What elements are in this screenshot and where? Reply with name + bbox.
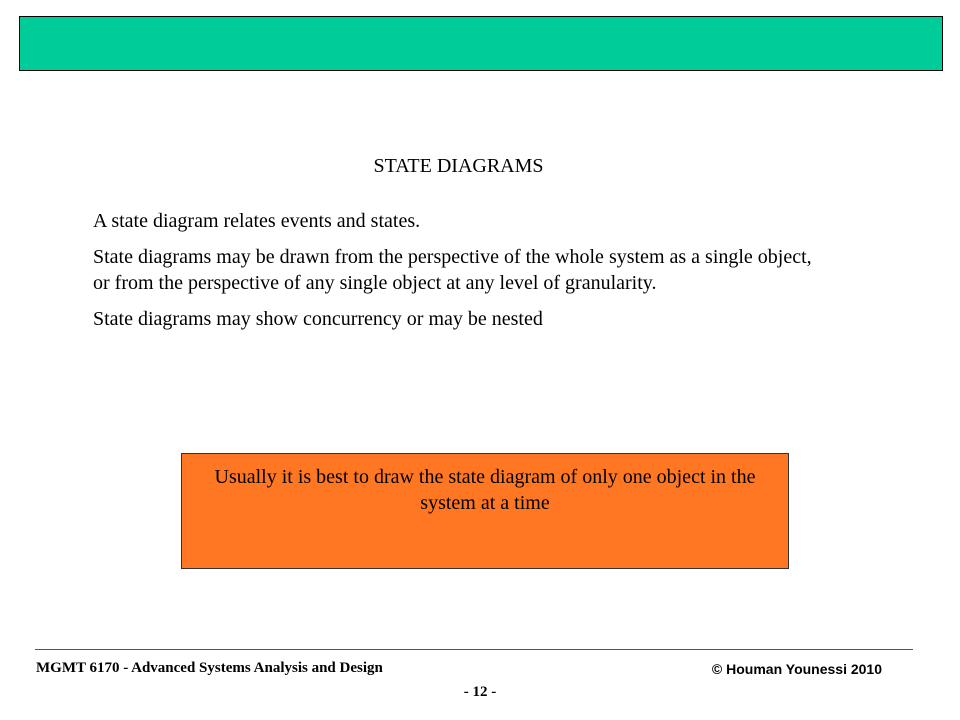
footer-course-title: MGMT 6170 - Advanced Systems Analysis and Design (36, 660, 383, 676)
body-paragraph-1: A state diagram relates events and states. (93, 210, 421, 232)
body-paragraph-2: State diagrams may be drawn from the perspective of the whole system as a single object, or from the perspective of any single object at any level of granularity. (93, 246, 812, 294)
slide-body (93, 208, 833, 342)
note-callout-text: Usually it is best to draw the state diagram of only one object in the system at a time (214, 466, 756, 514)
footer-divider (35, 649, 913, 650)
footer-copyright: © Houman Younessi 2010 (711, 661, 882, 677)
slide-title: STATE DIAGRAMS (373, 155, 544, 177)
body-paragraph-3: State diagrams may show concurrency or may be nested (93, 308, 543, 330)
footer-page-number: - 12 - (463, 684, 497, 700)
header-bar (19, 16, 943, 71)
note-callout-box (181, 453, 789, 569)
